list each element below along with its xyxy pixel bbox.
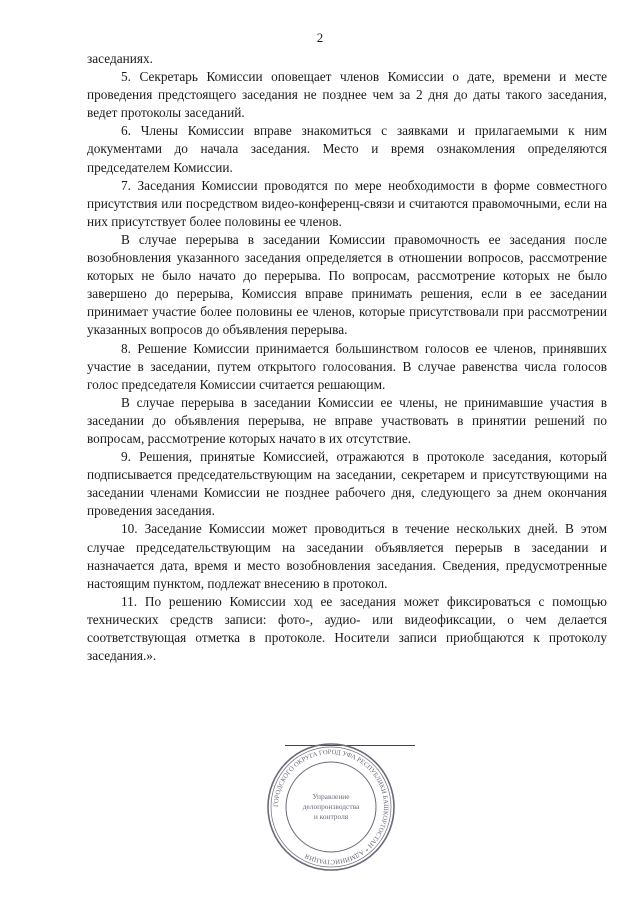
- paragraph-continuation: заседаниях.: [87, 51, 153, 66]
- office-stamp: [265, 741, 397, 873]
- stamp-center-line-3: и контроля: [313, 812, 349, 821]
- page-number: 2: [316, 30, 324, 45]
- paragraph-item-5: 5. Секретарь Комиссии оповещает членов Комиссии о дате, времени и месте проведения предстоящего заседания не позднее чем за 2 дня до даты такого заседания, ведет протоколы заседаний.: [87, 69, 607, 121]
- stamp-ring-text: ГОРОДСКОГО ОКРУГА ГОРОД УФА РЕСПУБЛИКИ БАШКОРТОСТАН * АДМИНИСТРАЦИЯ: [272, 748, 390, 866]
- document-body: [87, 50, 607, 665]
- paragraph-item-11: 11. По решению Комиссии ход ее заседания может фиксироваться с помощью технических средств записи: фото-, аудио- или видеофиксации, о чем делается соответствующая отметка в протоколе. Носители записи приобщаются к протоколу заседания.».: [87, 593, 607, 664]
- stamp-center-line-1: Управление: [312, 792, 350, 801]
- paragraph-item-7: 7. Заседания Комиссии проводятся по мере необходимости в форме совместного присутствия или посредством видео-конференц-связи и считаются правомочными, если на них присутствует более половины ее членов.: [87, 177, 607, 229]
- paragraph-item-8-break: В случае перерыва в заседании Комиссии ее члены, не принимавшие участия в заседании до объявления перерыва, не вправе участвовать в принятии решений по вопросам, рассмотрение которых начато в их отсутствие.: [87, 394, 607, 446]
- paragraph-item-6: 6. Члены Комиссии вправе знакомиться с заявками и прилагаемыми к ним документами до начала заседания. Место и время ознакомления определяются председателем Комиссии.: [87, 123, 607, 175]
- stamp-center-line-2: делопроизводства: [302, 802, 360, 811]
- paragraph-item-8: 8. Решение Комиссии принимается большинством голосов ее членов, принявших участие в заседании, путем открытого голосования. В случае равенства числа голосов голос председателя Комиссии считается решающим.: [87, 340, 607, 392]
- paragraph-item-7-break: В случае перерыва в заседании Комиссии правомочность ее заседания после возобновления указанного заседания определяется в отношении вопросов, рассмотрение которых не было начато до перерыва. По вопросам, рассмотрение которых не было завершено до перерыва, Комиссия вправе принимать решения, если в ее заседании принимает участие более половины ее членов, которые присутствовали при рассмотрении указанных вопросов до объявления перерыва.: [87, 231, 607, 338]
- paragraph-item-9: 9. Решения, принятые Комиссией, отражаются в протоколе заседания, который подписывается председательствующим на заседании, секретарем и присутствующими на заседании членами Комиссии не позднее рабочего дня, следующего за днем окончания проведения заседания.: [87, 449, 607, 519]
- paragraph-item-10: 10. Заседание Комиссии может проводиться в течение нескольких дней. В этом случае председательствующим на заседании объявляется перерыв в заседании и назначается дата, время и место возобновления заседания. Сведения, предусмотренные настоящим пунктом, подлежат внесению в протокол.: [87, 521, 607, 591]
